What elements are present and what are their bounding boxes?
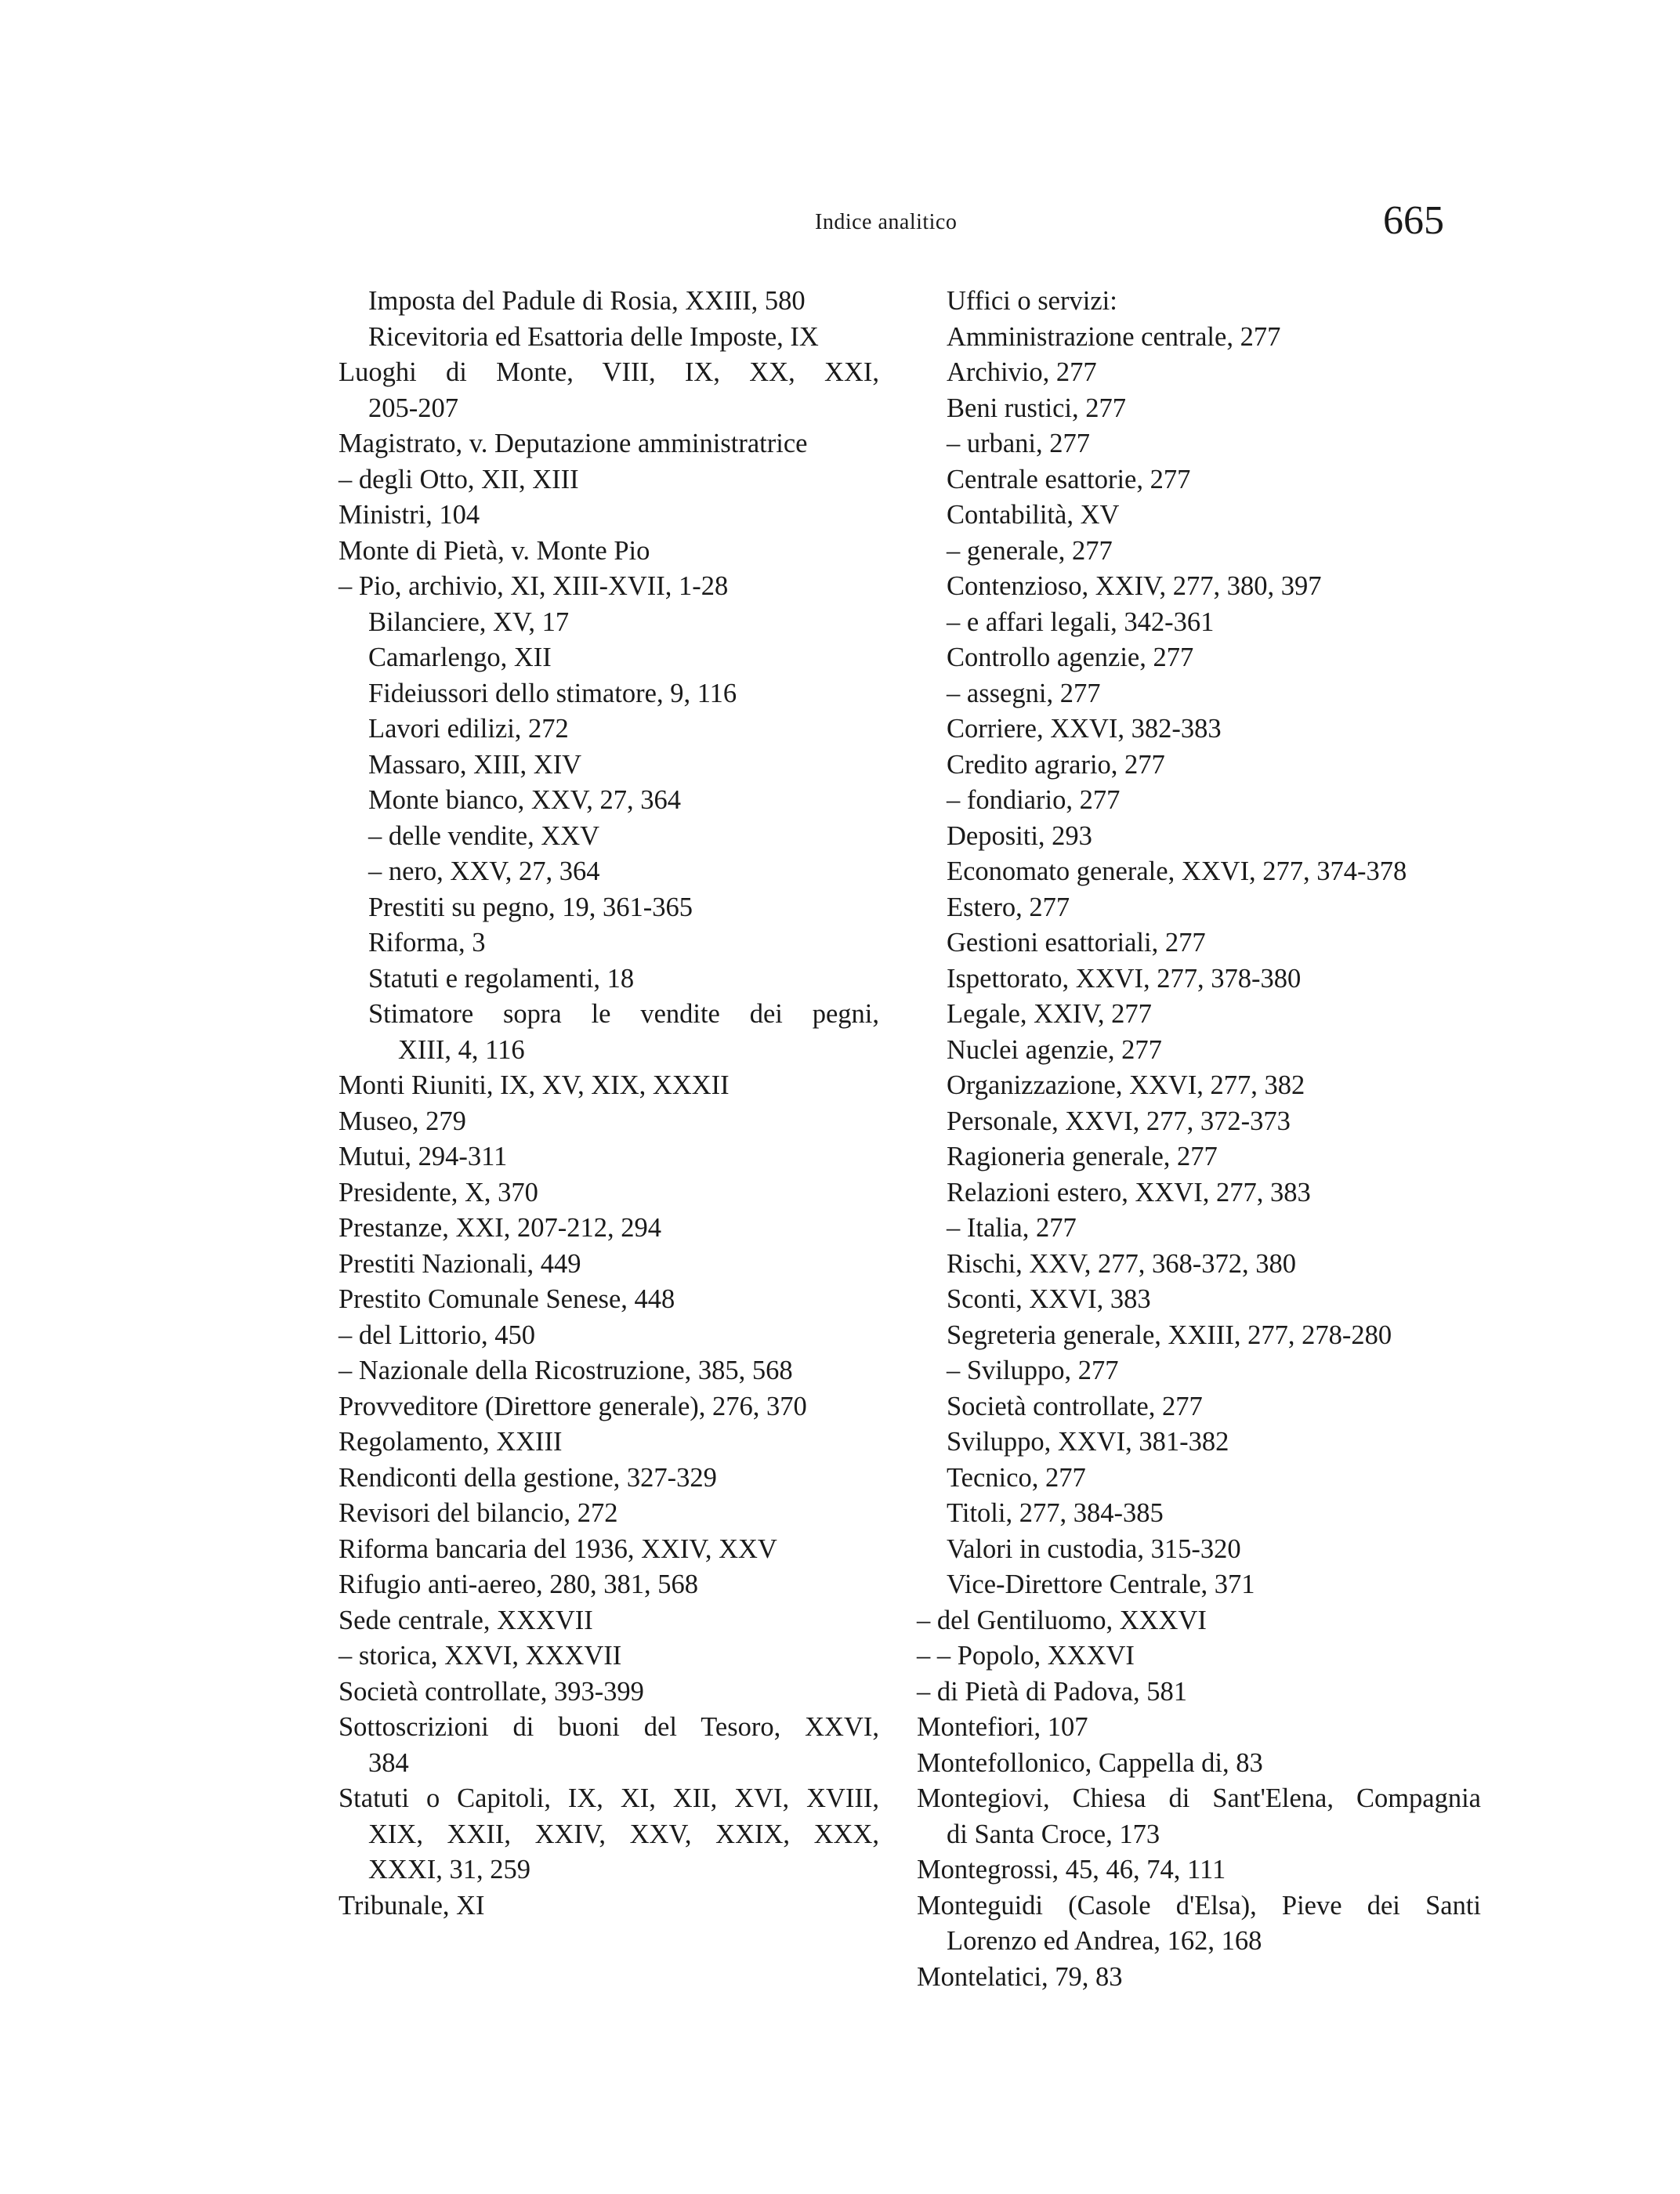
index-entry: Ricevitoria ed Esattoria delle Imposte, IX	[368, 321, 819, 352]
index-entry: Uffici o servizi:	[947, 286, 1117, 316]
index-entry: Regolamento, XXIII	[339, 1427, 563, 1457]
index-entry: Economato generale, XXVI, 277, 374-378	[947, 856, 1407, 886]
index-entry: Vice-Direttore Centrale, 371	[947, 1569, 1255, 1599]
index-entry: Credito agrario, 277	[947, 749, 1165, 780]
index-entry: Corriere, XXVI, 382-383	[947, 714, 1222, 744]
index-entry: – degli Otto, XII, XIII	[339, 464, 579, 494]
index-entry: XIX, XXII, XXIV, XXV, XXIX, XXX,	[368, 1819, 879, 1849]
index-entry: Fideiussori dello stimatore, 9, 116	[368, 678, 737, 708]
index-entry: Società controllate, 393-399	[339, 1676, 644, 1707]
index-entry: Centrale esattorie, 277	[947, 464, 1191, 494]
index-entry: Tribunale, XI	[339, 1890, 485, 1921]
index-entry: Archivio, 277	[947, 357, 1097, 387]
index-entry: Montefollonico, Cappella di, 83	[917, 1747, 1263, 1778]
index-entry: – nero, XXV, 27, 364	[368, 856, 600, 886]
index-entry: Personale, XXVI, 277, 372-373	[947, 1106, 1291, 1136]
index-entry: Monti Riuniti, IX, XV, XIX, XXXII	[339, 1070, 730, 1100]
index-entry: Riforma bancaria del 1936, XXIV, XXV	[339, 1533, 777, 1564]
index-entry: – – Popolo, XXXVI	[917, 1641, 1135, 1671]
index-entry: Prestiti su pegno, 19, 361-365	[368, 892, 693, 922]
index-entry: Amministrazione centrale, 277	[947, 321, 1281, 352]
index-entry: Contenzioso, XXIV, 277, 380, 397	[947, 571, 1322, 601]
index-entry: – fondiario, 277	[947, 785, 1121, 815]
index-entry: 384	[368, 1747, 409, 1778]
index-entry: Montelatici, 79, 83	[917, 1961, 1123, 1992]
index-entry: Imposta del Padule di Rosia, XXIII, 580	[368, 286, 806, 316]
index-entry: Nuclei agenzie, 277	[947, 1034, 1162, 1065]
index-entry: – di Pietà di Padova, 581	[917, 1676, 1187, 1707]
index-entry: Segreteria generale, XXIII, 277, 278-280	[947, 1320, 1392, 1350]
index-entry: Ispettorato, XXVI, 277, 378-380	[947, 963, 1302, 994]
index-entry: – storica, XXVI, XXXVII	[339, 1641, 622, 1671]
index-entry: Valori in custodia, 315-320	[947, 1533, 1241, 1564]
index-entry: Monte bianco, XXV, 27, 364	[368, 785, 681, 815]
index-entry: Prestanze, XXI, 207-212, 294	[339, 1213, 661, 1243]
index-entry: – Sviluppo, 277	[947, 1356, 1119, 1385]
index-entry: Prestiti Nazionali, 449	[339, 1248, 581, 1279]
page-number: 665	[1383, 198, 1444, 243]
index-entry: Organizzazione, XXVI, 277, 382	[947, 1070, 1305, 1100]
index-entry: Titoli, 277, 384-385	[947, 1498, 1164, 1528]
index-entry: Montefiori, 107	[917, 1712, 1088, 1742]
index-entry: Massaro, XIII, XIV	[368, 749, 582, 780]
index-entry: Mutui, 294-311	[339, 1142, 508, 1171]
index-entry: Luoghi di Monte, VIII, IX, XX, XXI,	[339, 357, 879, 387]
index-entry: Ministri, 104	[339, 500, 480, 530]
index-entry: Prestito Comunale Senese, 448	[339, 1284, 675, 1314]
index-entry: Beni rustici, 277	[947, 393, 1127, 423]
index-entry: Montegrossi, 45, 46, 74, 111	[917, 1855, 1226, 1884]
index-entry: XXXI, 31, 259	[368, 1855, 530, 1884]
index-entry: – assegni, 277	[947, 678, 1101, 708]
index-entry: XIII, 4, 116	[398, 1034, 525, 1065]
index-entry: Stimatore sopra le vendite dei pegni,	[368, 999, 879, 1029]
index-entry: – delle vendite, XXV	[368, 820, 600, 851]
index-entry: Statuti e regolamenti, 18	[368, 963, 635, 994]
index-entry: – del Littorio, 450	[339, 1320, 536, 1350]
index-entry: Gestioni esattoriali, 277	[947, 928, 1206, 958]
index-entry: Magistrato, v. Deputazione amministratrice	[339, 429, 808, 458]
index-entry: Sviluppo, XXVI, 381-382	[947, 1427, 1229, 1457]
index-entry: Depositi, 293	[947, 820, 1092, 851]
index-entry: Monte di Pietà, v. Monte Pio	[339, 535, 650, 566]
index-entry: Estero, 277	[947, 892, 1070, 922]
index-entry: Riforma, 3	[368, 928, 486, 958]
index-entry: Provveditore (Direttore generale), 276, 370	[339, 1391, 807, 1421]
index-entry: Relazioni estero, XXVI, 277, 383	[947, 1177, 1311, 1207]
index-entry: Monteguidi (Casole d'Elsa), Pieve dei Santi	[917, 1890, 1481, 1921]
index-entry: Rischi, XXV, 277, 368-372, 380	[947, 1248, 1296, 1279]
index-entry: Presidente, X, 370	[339, 1177, 538, 1207]
index-entry: Sottoscrizioni di buoni del Tesoro, XXVI,	[339, 1712, 879, 1742]
index-entry: Museo, 279	[339, 1106, 466, 1136]
index-entry: Camarlengo, XII	[368, 643, 552, 672]
index-entry: Rifugio anti-aereo, 280, 381, 568	[339, 1569, 698, 1599]
index-entry: Società controllate, 277	[947, 1391, 1203, 1421]
index-entry: – del Gentiluomo, XXXVI	[917, 1605, 1207, 1635]
index-entry: Lorenzo ed Andrea, 162, 168	[947, 1926, 1262, 1956]
left-index-column	[339, 284, 879, 1924]
index-entry: Ragioneria generale, 277	[947, 1142, 1218, 1171]
index-entry: Sede centrale, XXXVII	[339, 1605, 593, 1635]
index-entry: – Italia, 277	[947, 1213, 1077, 1243]
index-entry: di Santa Croce, 173	[947, 1819, 1160, 1849]
index-entry: Contabilità, XV	[947, 500, 1120, 530]
index-entry: Montegiovi, Chiesa di Sant'Elena, Compagnia	[917, 1783, 1481, 1813]
index-entry: Revisori del bilancio, 272	[339, 1498, 618, 1528]
index-entry: Statuti o Capitoli, IX, XI, XII, XVI, XVIII,	[339, 1783, 879, 1813]
index-entry: – Nazionale della Ricostruzione, 385, 568	[339, 1356, 793, 1385]
index-entry: – Pio, archivio, XI, XIII-XVII, 1-28	[339, 571, 729, 601]
index-entry: Rendiconti della gestione, 327-329	[339, 1462, 717, 1493]
right-index-column	[917, 284, 1481, 1995]
index-entry: Sconti, XXVI, 383	[947, 1284, 1151, 1314]
running-head: Indice analitico	[815, 210, 958, 234]
index-entry: Legale, XXIV, 277	[947, 999, 1152, 1029]
index-entry: – urbani, 277	[947, 429, 1091, 458]
index-entry: Controllo agenzie, 277	[947, 643, 1194, 672]
index-entry: – generale, 277	[947, 535, 1113, 566]
index-entry: 205-207	[368, 393, 458, 423]
index-entry: – e affari legali, 342-361	[947, 606, 1215, 637]
index-entry: Tecnico, 277	[947, 1462, 1086, 1493]
index-entry: Bilanciere, XV, 17	[368, 606, 570, 637]
index-entry: Lavori edilizi, 272	[368, 714, 569, 744]
